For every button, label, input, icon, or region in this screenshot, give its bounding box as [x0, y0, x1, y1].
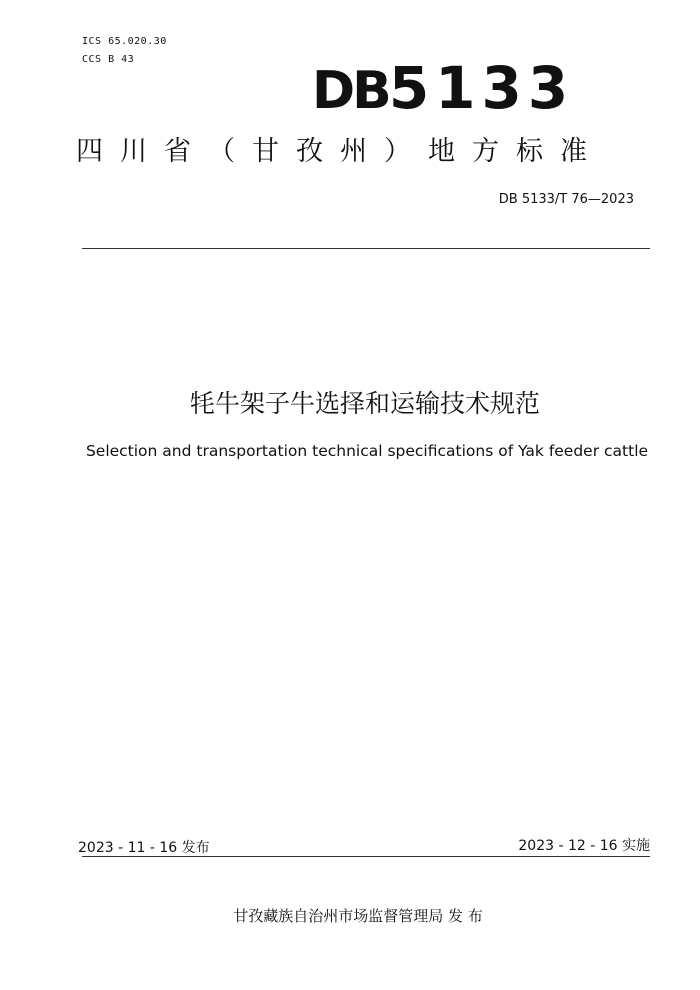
db-logo-prefix: DB: [312, 61, 389, 121]
header-divider: [82, 248, 650, 249]
ics-code: ICS 65.020.30: [82, 36, 167, 47]
footer-divider: [82, 856, 650, 857]
ccs-code: CCS B 43: [82, 54, 135, 65]
standard-type: 四川省（甘孜州）地方标准: [76, 136, 604, 167]
db-logo: [312, 56, 574, 123]
standard-number: DB 5133/T 76—2023: [498, 192, 634, 207]
title-english: Selection and transportation technical specifications of Yak feeder cattle: [85, 442, 649, 460]
publisher: 甘孜藏族自治州市场监督管理局 发 布: [233, 907, 483, 925]
db-logo-number: 5133: [388, 54, 575, 122]
implementation-date: 2023 - 12 - 16 实施: [518, 838, 650, 854]
title-chinese: 牦牛架子牛选择和运输技术规范: [189, 389, 540, 418]
issue-date: 2023 - 11 - 16 发布: [78, 840, 210, 856]
